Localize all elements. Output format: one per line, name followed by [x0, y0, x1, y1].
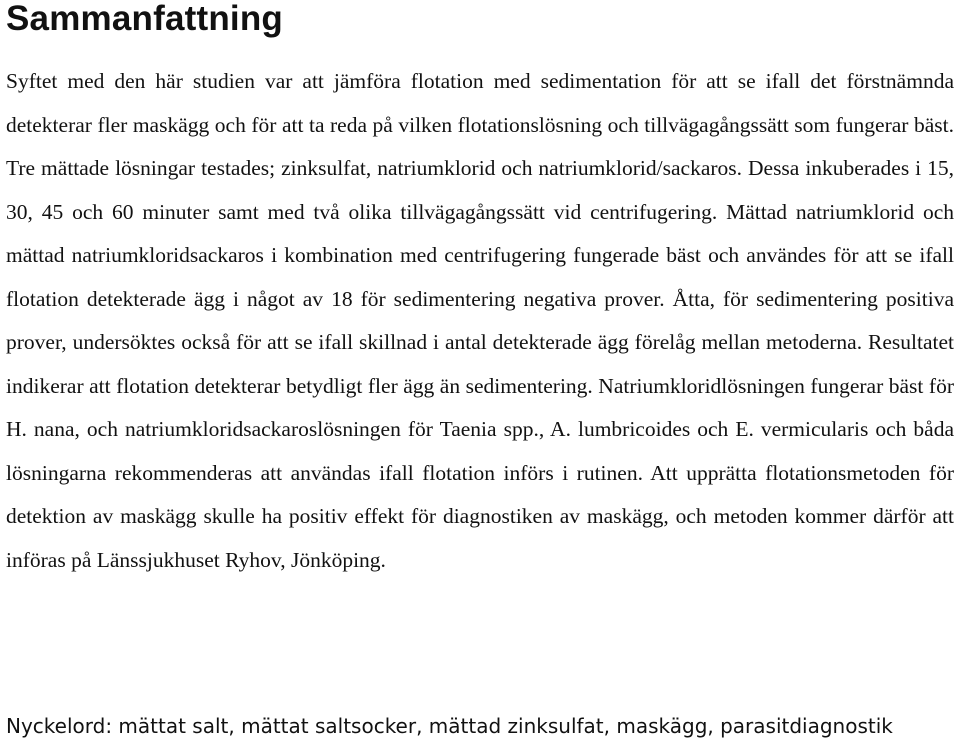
keywords-line: Nyckelord: mättat salt, mättat saltsocker, mättad zinksulfat, maskägg, parasitdiagnostik: [6, 714, 893, 738]
page-title: Sammanfattning: [6, 0, 283, 38]
abstract-paragraph: Syftet med den här studien var att jämföra flotation med sedimentation för att se ifall det förstnämnda detekterar fler maskägg och för att ta reda på vilken flotationslösning och tillvägagångssätt som fungerar bäst. Tre mättade lösningar testades; zinksulfat, natriumklorid och natriumklorid/sackaros. Dessa inkuberades i 15, 30, 45 och 60 minuter samt med två olika tillvägagångssätt vid centrifugering. Mättad natriumklorid och mättad natriumkloridsackaros i kombination med centrifugering fungerade bäst och användes för att se ifall flotation detekterade ägg i något av 18 för sedimentering negativa prover. Åtta, för sedimentering positiva prover, undersöktes också för att se ifall skillnad i antal detekterade ägg förelåg mellan metoderna. Resultatet indikerar att flotation detekterar betydligt fler ägg än sedimentering. Natriumkloridlösningen fungerar bäst för H. nana, och natriumkloridsackaroslösningen för Taenia spp., A. lumbricoides och E. vermicularis och båda lösningarna rekommenderas att användas ifall flotation införs i rutinen. Att upprätta flotationsmetoden för detektion av maskägg skulle ha positiv effekt för diagnostiken av maskägg, och metoden kommer därför att införas på Länssjukhuset Ryhov, Jönköping.: [6, 69, 954, 572]
